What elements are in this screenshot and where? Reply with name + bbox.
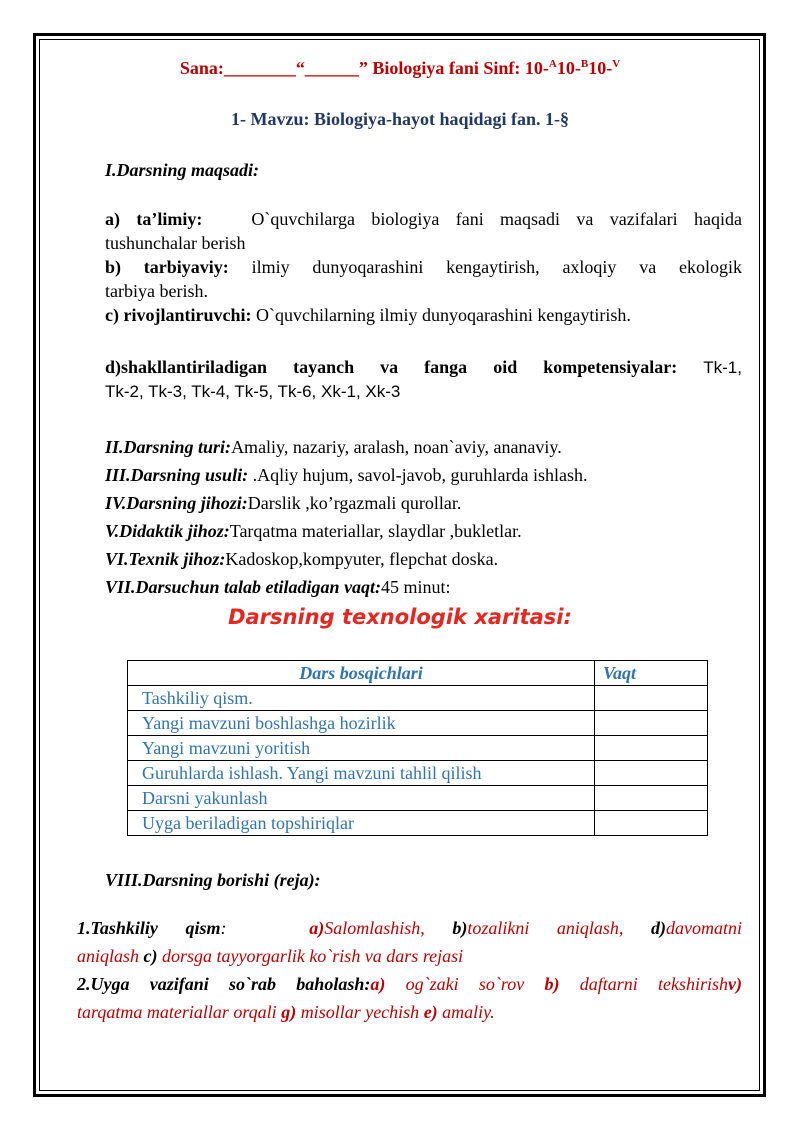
reja-item1-line1: 1.Tashkiliy qism: a)Salomlashish, b)tozalikni aniqlash, d)davomatni [77,918,743,938]
time-cell [595,761,708,786]
objective-b-line1: b) tarbiyaviy: ilmiy dunyoqarashini kengaytirish, axloqiy va ekologik [105,257,743,277]
objective-d-line2: Tk-2, Tk-3, Tk-4, Tk-5, Tk-6, Xk-1, Xk-3 [105,382,401,401]
time-cell [595,736,708,761]
table-header-row [128,661,708,686]
reja-item2-line1: 2.Uyga vazifani so`rab baholash:a) og`zaki so`rov b) daftarni tekshirishv) [77,974,743,994]
objective-d [105,355,742,404]
objectives-heading: I.Darsning maqsadi: [105,160,260,180]
detail-time: VII.Darsuchun talab etiladigan vaqt:45 minut: [105,577,451,597]
stage-cell: Yangi mavzuni yoritish [128,736,595,761]
time-cell [595,811,708,836]
table-row [128,711,708,736]
table-row [128,736,708,761]
objective-d-line1: d)shakllantiriladigan tayanch va fanga oid kompetensiyalar: Tk-1, [105,357,742,377]
stage-cell: Yangi mavzuni boshlashga hozirlik [128,711,595,736]
detail-method: III.Darsning usuli: .Aqliy hujum, savol-javob, guruhlarda ishlash. [105,465,588,485]
table-row [128,811,708,836]
column-header-stage: Dars bosqichlari [128,661,595,686]
time-cell [595,686,708,711]
reja-list [77,914,742,1026]
detail-didactic: V.Didaktik jihoz:Tarqatma materiallar, slaydlar ,bukletlar. [105,521,522,541]
tech-map-title: Darsning texnologik xaritasi: [228,605,572,629]
detail-technical: VI.Texnik jihoz:Kadoskop,kompyuter, flepchat doska. [105,549,499,569]
table-row [128,686,708,711]
objectives-list [105,207,742,327]
reja-item1-line2: aniqlash c) dorsga tayyorgarlik ko`rish va dars rejasi [77,946,464,966]
detail-type: II.Darsning turi:Amaliy, nazariy, aralash, noan`aviy, ananaviy. [105,437,562,457]
date-class-header: Sana:________“______” Biologiya fani Sinf: 10-$^A$10-$^B$10-$^V$ [179,58,621,78]
column-header-time: Vaqt [595,661,708,686]
time-cell [595,786,708,811]
table-row [128,786,708,811]
objective-a-line2: tushunchalar berish [105,233,246,253]
reja-item2-line2: tarqatma materiallar orqali g) misollar yechish e) amaliy. [77,1002,495,1022]
objective-c: c) rivojlantiruvchi: O`quvchilarning ilmiy dunyoqarashini kengaytirish. [105,305,631,325]
objective-b-line2: tarbiya berish. [105,281,208,301]
tech-map-table [127,660,708,836]
detail-equipment: IV.Darsning jihozi:Darslik ,ko’rgazmali qurollar. [105,493,462,513]
topic-title: 1- Mavzu: Biologiya-hayot haqidagi fan. 1-§ [230,109,570,129]
table-row [128,761,708,786]
objective-a-line1: a) ta’limiy: O`quvchilarga biologiya fani maqsadi va vazifalari haqida [105,209,743,229]
stage-cell: Uyga beriladigan topshiriqlar [128,811,595,836]
stage-cell: Tashkiliy qism. [128,686,595,711]
lesson-details [105,433,742,601]
reja-heading: VIII.Darsning borishi (reja): [105,870,321,890]
time-cell [595,711,708,736]
stage-cell: Darsni yakunlash [128,786,595,811]
stage-cell: Guruhlarda ishlash. Yangi mavzuni tahlil qilish [128,761,595,786]
